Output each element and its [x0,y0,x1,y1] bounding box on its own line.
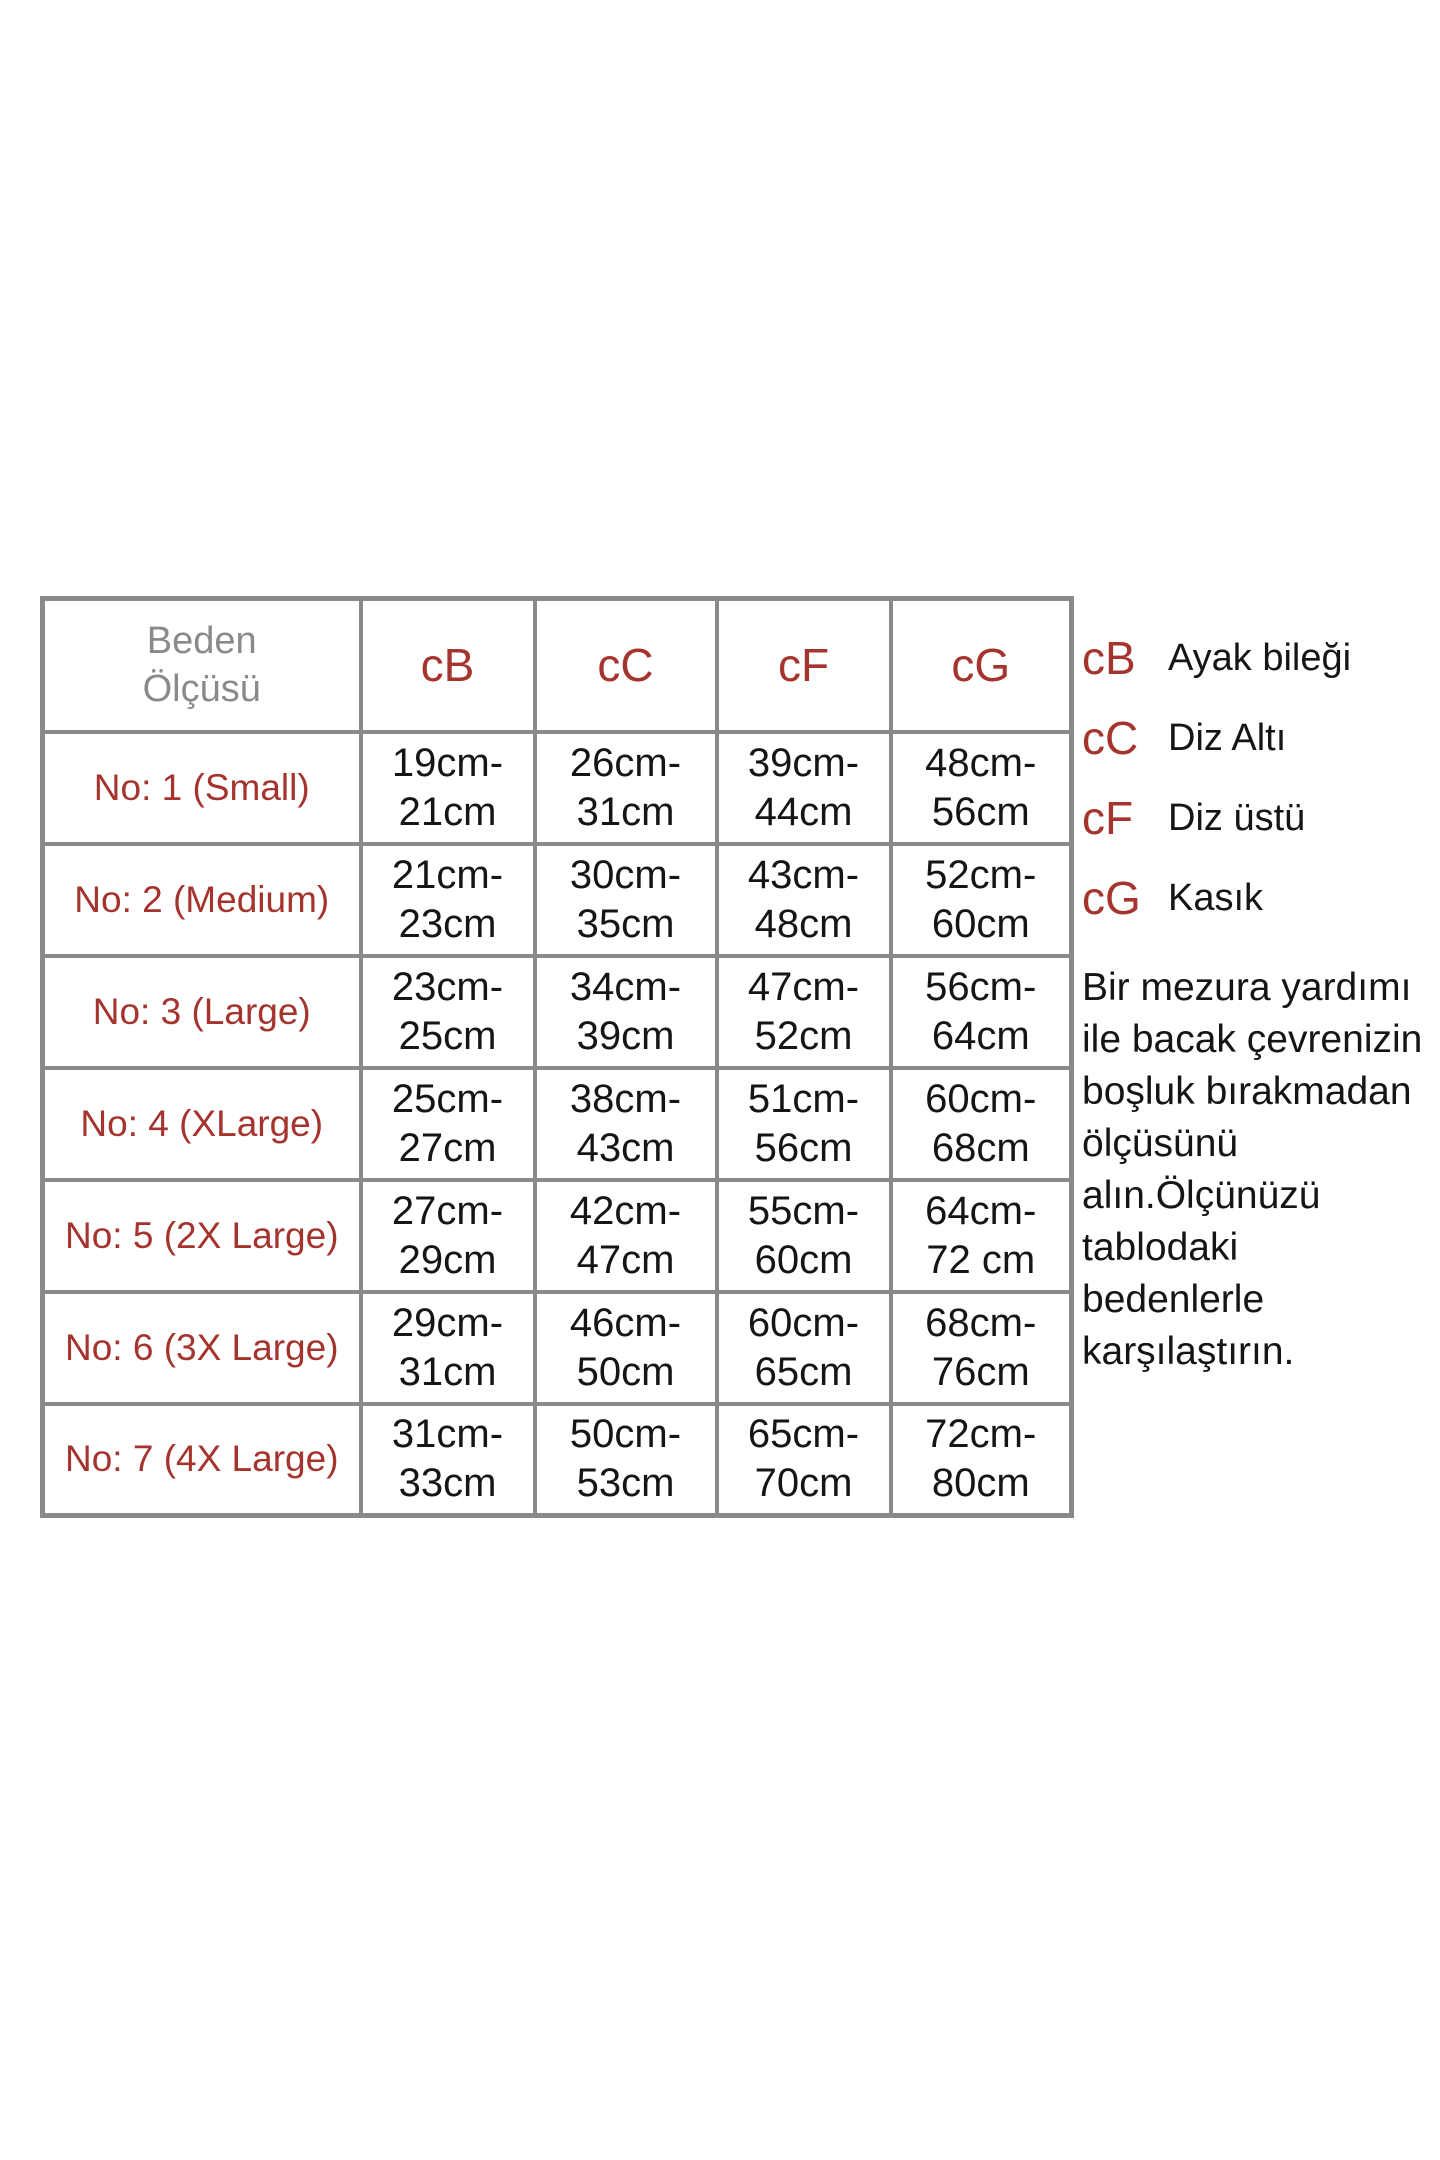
range-line: 31cm [576,789,675,834]
range-cell-cB [361,1404,535,1516]
range-line: 42cm- [569,1188,682,1233]
range-line: 46cm- [569,1300,682,1345]
note-line: ile bacak çevrenizin [1082,1018,1423,1061]
range-line: 27cm [398,1125,497,1170]
range-cell-cB [361,1068,535,1180]
range-line: 39cm [576,1013,675,1058]
legend-item-cF [1082,790,1434,846]
range-line: 31cm- [391,1412,504,1457]
range-cell-cB [361,844,535,956]
range-line: 68cm- [925,1300,1037,1345]
range-line: 60cm- [925,1076,1037,1121]
range-cell-cF [717,1068,891,1180]
range-line: 55cm- [747,1188,860,1233]
range-line: 72cm- [925,1412,1037,1457]
range-line: 44cm [754,789,853,834]
row-label: No: 5 (2X Large) [43,1180,361,1292]
range-line: 52cm- [925,852,1037,897]
range-cell-cG [891,956,1072,1068]
range-cell-cF [717,1404,891,1516]
range-line: 72 cm [926,1237,1036,1282]
range-line: 48cm- [925,740,1037,785]
row-label: No: 7 (4X Large) [43,1404,361,1516]
range-line: 26cm- [569,740,682,785]
column-header-cB: cB [361,599,535,732]
note-line: tablodaki [1082,1226,1239,1269]
corner-line-1: Beden [146,619,257,662]
range-cell-cF [717,1292,891,1404]
legend-item-cC [1082,710,1434,766]
range-line: 70cm [754,1461,853,1506]
row-label: No: 6 (3X Large) [43,1292,361,1404]
corner-line-2: Ölçüsü [142,668,261,711]
range-line: 29cm [398,1237,497,1282]
legend-label-above-knee: Diz üstü [1168,796,1306,839]
range-line: 38cm- [569,1076,682,1121]
range-line: 56cm- [925,964,1037,1009]
range-line: 33cm [398,1461,497,1506]
range-cell-cF [717,732,891,844]
range-line: 21cm- [391,852,504,897]
table-row-size-7 [43,1404,1072,1516]
range-line: 23cm- [391,964,504,1009]
row-label: No: 1 (Small) [43,732,361,844]
range-cell-cB [361,1180,535,1292]
range-cell-cC [535,1292,717,1404]
range-line: 56cm [931,789,1030,834]
range-line: 64cm [931,1013,1030,1058]
column-header-cG: cG [891,599,1072,732]
range-cell-cG [891,844,1072,956]
range-line: 51cm- [747,1076,860,1121]
range-line: 23cm [398,901,497,946]
measuring-instructions [1082,962,1434,1378]
range-line: 34cm- [569,964,682,1009]
range-line: 43cm [576,1125,675,1170]
range-cell-cC [535,844,717,956]
range-line: 27cm- [391,1188,504,1233]
range-line: 64cm- [925,1188,1037,1233]
range-line: 68cm [931,1125,1030,1170]
size-chart-table [40,596,1074,1518]
row-label: No: 3 (Large) [43,956,361,1068]
range-line: 80cm [931,1461,1030,1506]
legend-item-cG [1082,870,1434,926]
range-cell-cF [717,1180,891,1292]
range-line: 29cm- [391,1300,504,1345]
range-line: 30cm- [569,852,682,897]
table-row-size-3 [43,956,1072,1068]
legend-label-ankle: Ayak bileği [1168,636,1352,679]
row-label: No: 2 (Medium) [43,844,361,956]
range-line: 31cm [398,1349,497,1394]
range-cell-cC [535,1404,717,1516]
row-label: No: 4 (XLarge) [43,1068,361,1180]
table-row-size-4 [43,1068,1072,1180]
note-line: bedenlerle [1082,1278,1265,1321]
range-line: 25cm- [391,1076,504,1121]
measurement-legend [1082,630,1434,926]
range-cell-cC [535,1180,717,1292]
size-measure-label [49,617,355,714]
range-cell-cC [535,956,717,1068]
range-cell-cB [361,956,535,1068]
range-cell-cF [717,956,891,1068]
range-line: 65cm- [747,1412,860,1457]
range-line: 60cm [754,1237,853,1282]
range-cell-cC [535,732,717,844]
note-line: alın.Ölçünüzü [1082,1174,1321,1217]
table-row-size-1 [43,732,1072,844]
range-line: 56cm [754,1125,853,1170]
note-line: Bir mezura yardımı [1082,966,1412,1009]
range-line: 25cm [398,1013,497,1058]
range-line: 60cm- [747,1300,860,1345]
legend-code-cB: cB [1082,632,1136,684]
column-header-cC: cC [535,599,717,732]
range-line: 19cm- [391,740,504,785]
range-line: 50cm [576,1349,675,1394]
range-cell-cG [891,1180,1072,1292]
range-cell-cG [891,1292,1072,1404]
legend-label-groin: Kasık [1168,876,1264,919]
range-cell-cB [361,1292,535,1404]
corner-header-cell [43,599,361,732]
legend-code-cF: cF [1082,792,1134,844]
note-line: karşılaştırın. [1082,1330,1295,1373]
legend-and-instructions-panel [1082,630,1434,1378]
column-header-cF: cF [717,599,891,732]
table-row-size-6 [43,1292,1072,1404]
range-cell-cG [891,1404,1072,1516]
range-line: 47cm- [747,964,860,1009]
legend-label-below-knee: Diz Altı [1168,716,1287,759]
note-line: ölçüsünü [1082,1122,1239,1165]
range-cell-cC [535,1068,717,1180]
range-cell-cF [717,844,891,956]
legend-item-cB [1082,630,1434,686]
range-line: 47cm [576,1237,675,1282]
table-header-row [43,599,1072,732]
range-line: 43cm- [747,852,860,897]
range-cell-cG [891,1068,1072,1180]
range-cell-cG [891,732,1072,844]
range-line: 76cm [931,1349,1030,1394]
range-line: 50cm- [569,1412,682,1457]
legend-code-cC: cC [1082,712,1139,764]
range-line: 52cm [754,1013,853,1058]
note-line: boşluk bırakmadan [1082,1070,1412,1113]
range-line: 53cm [576,1461,675,1506]
range-line: 60cm [931,901,1030,946]
range-line: 21cm [398,789,497,834]
range-cell-cB [361,732,535,844]
table-row-size-5 [43,1180,1072,1292]
range-line: 65cm [754,1349,853,1394]
range-line: 48cm [754,901,853,946]
range-line: 35cm [576,901,675,946]
table-row-size-2 [43,844,1072,956]
range-line: 39cm- [747,740,860,785]
legend-code-cG: cG [1082,872,1141,924]
